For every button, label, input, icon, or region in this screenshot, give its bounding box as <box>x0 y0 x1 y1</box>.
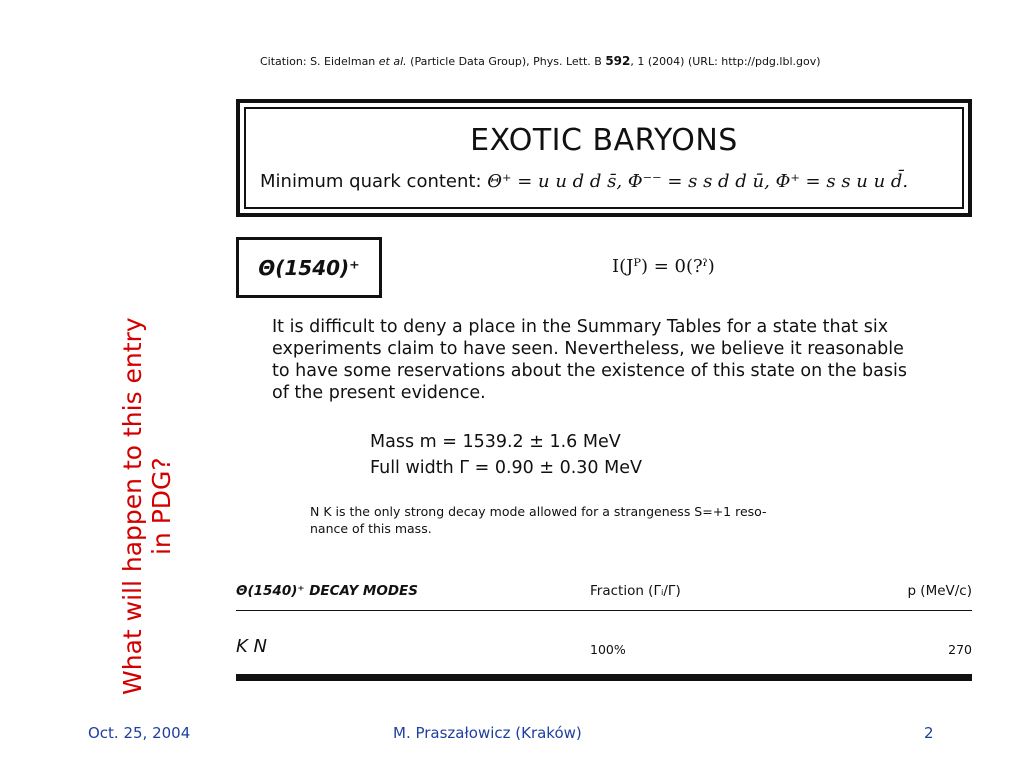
side-question <box>118 317 176 695</box>
note-line: N K is the only strong decay mode allowed for a strangeness S=+1 reso- <box>310 504 767 519</box>
quark-formula: Θ⁺ = u u d d s̄, Φ⁻⁻ = s s d d ū, Φ⁺ = s s u u d̄. <box>487 171 909 192</box>
quark-content <box>260 171 908 192</box>
footer-author: M. Praszałowicz (Kraków) <box>393 724 582 742</box>
width-value: Full width Γ = 0.90 ± 0.30 MeV <box>370 458 642 478</box>
description-line: It is difficult to deny a place in the Summary Tables for a state that six <box>272 317 889 337</box>
mass-value: Mass m = 1539.2 ± 1.6 MeV <box>370 432 621 452</box>
decay-modes-heading: Θ(1540)⁺ DECAY MODES <box>236 583 418 599</box>
decay-row-momentum: 270 <box>948 642 972 657</box>
quark-label: Minimum quark content: <box>260 171 482 192</box>
fraction-heading: Fraction (Γᵢ/Γ) <box>590 583 681 599</box>
note-line: nance of this mass. <box>310 521 432 536</box>
citation-prefix: Citation: S. Eidelman <box>260 55 379 68</box>
citation-volume: 592 <box>605 54 631 68</box>
side-question-line1: What will happen to this entry <box>118 317 147 695</box>
decay-row-fraction: 100% <box>590 642 626 657</box>
table-bottom-rule <box>236 674 972 681</box>
citation-etal: et al. <box>378 55 407 68</box>
decay-row-mode: K N <box>236 636 267 657</box>
citation-middle: (Particle Data Group), Phys. Lett. B <box>406 55 606 68</box>
description-line: experiments claim to have seen. Nevertheless, we believe it reasonable <box>272 339 904 359</box>
citation-suffix: , 1 (2004) (URL: http://pdg.lbl.gov) <box>630 55 821 68</box>
table-divider <box>236 610 972 611</box>
header-title: EXOTIC BARYONS <box>470 123 738 158</box>
header-inner-frame <box>244 107 964 209</box>
momentum-heading: p (MeV/c) <box>907 583 972 599</box>
quantum-numbers: I(Jᴾ) = 0(?ˀ) <box>612 256 715 277</box>
side-question-line2: in PDG? <box>147 457 176 556</box>
decay-table-header <box>236 583 972 603</box>
description-line: to have some reservations about the existence of this state on the basis <box>272 361 907 381</box>
exotic-baryons-header <box>236 99 972 217</box>
footer-page-number: 2 <box>924 724 934 742</box>
particle-name-box: Θ(1540)⁺ <box>236 237 382 298</box>
description <box>272 316 972 404</box>
citation <box>260 54 980 68</box>
description-line: of the present evidence. <box>272 383 486 403</box>
footer-date: Oct. 25, 2004 <box>88 724 191 742</box>
decay-note <box>310 503 950 537</box>
